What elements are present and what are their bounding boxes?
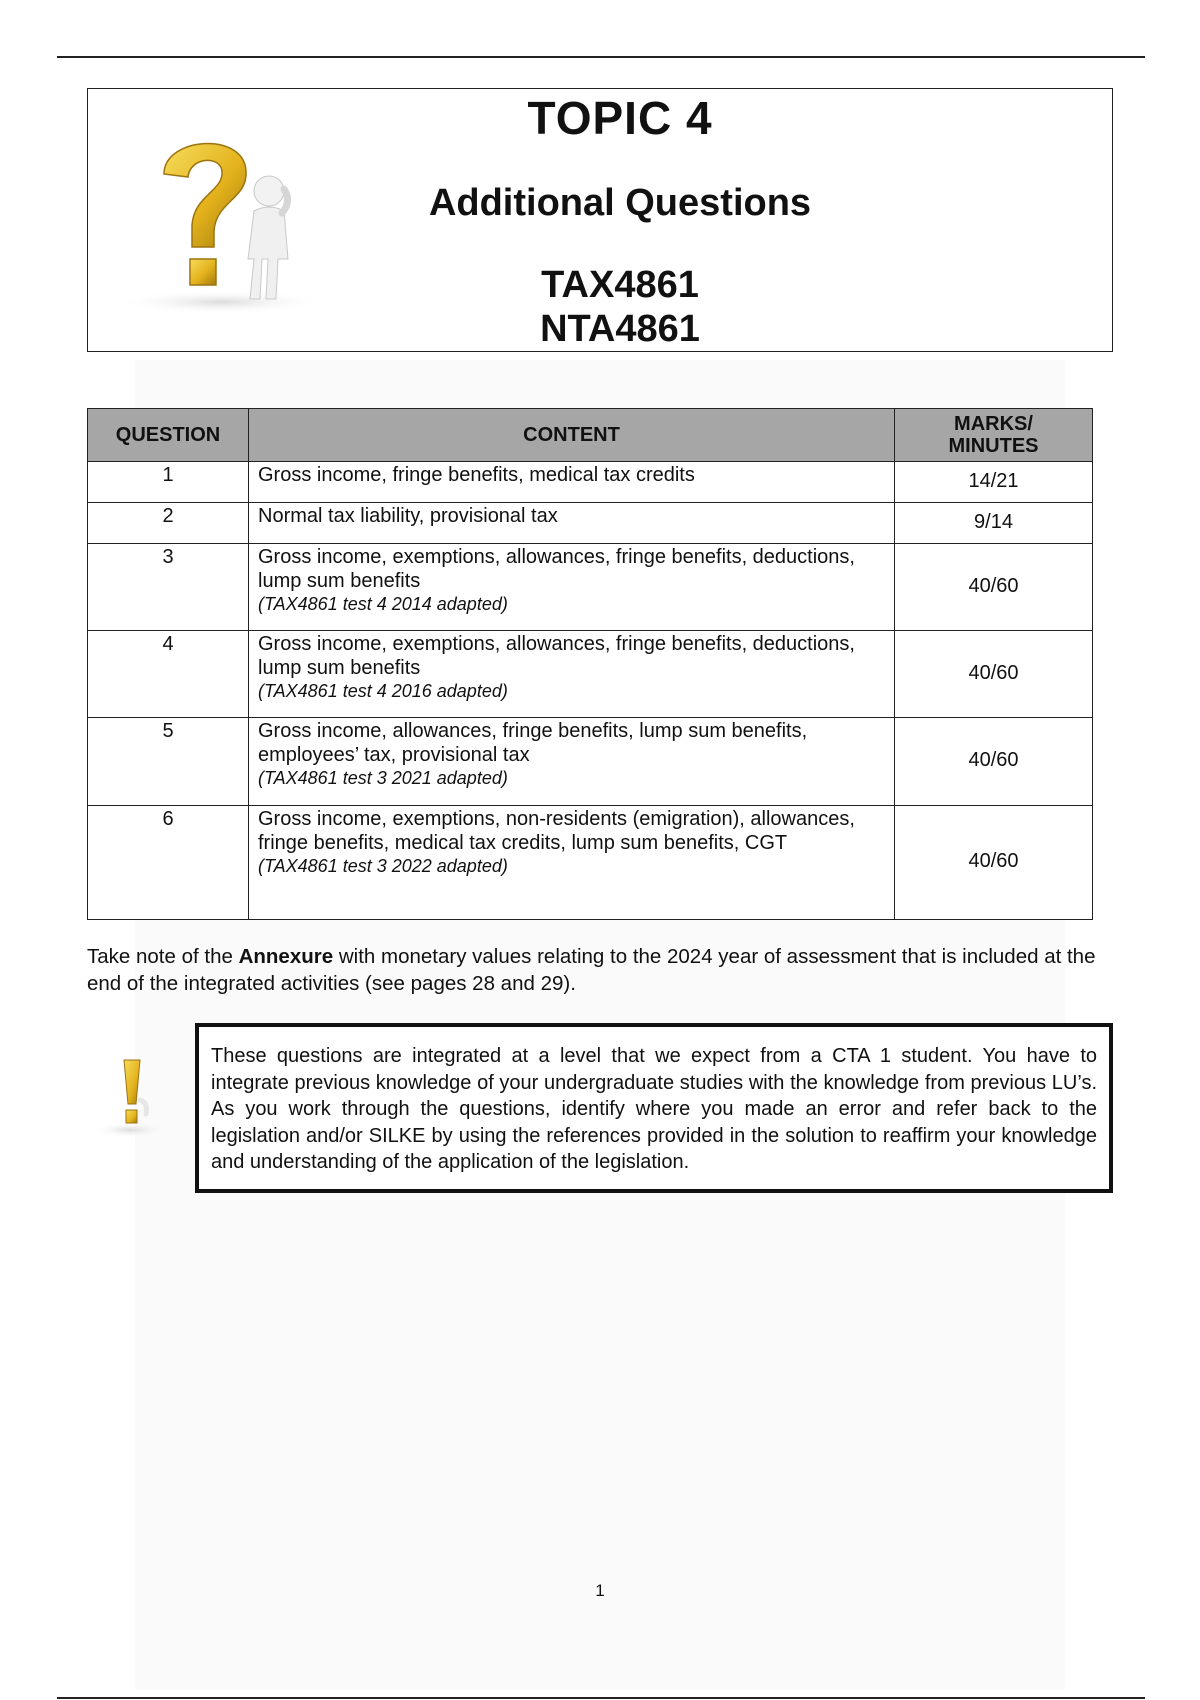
top-rule xyxy=(57,56,1145,58)
question-number: 6 xyxy=(88,806,249,920)
marks-minutes: 40/60 xyxy=(895,718,1093,806)
table-row xyxy=(88,631,1093,718)
content-text: Gross income, allowances, fringe benefits, lump sum benefits, employees’ tax, provisional tax xyxy=(258,720,808,766)
module-code-nta: NTA4861 xyxy=(540,308,700,350)
content-reference: (TAX4861 test 3 2021 adapted) xyxy=(258,768,508,788)
table-row xyxy=(88,806,1093,920)
note-suffix: with monetary values relating to the 2024 year of assessment that is included at the end of the integrated activities (see pages 28 and 29). xyxy=(87,945,1096,995)
topic-header-box xyxy=(87,88,1113,352)
question-content xyxy=(249,631,895,718)
annexure-note xyxy=(87,943,1117,997)
questions-table xyxy=(87,408,1093,920)
question-content xyxy=(249,462,895,503)
integration-info-box xyxy=(195,1023,1113,1193)
info-box-text: These questions are integrated at a level that we expect from a CTA 1 student. You have to integrate previous knowledge of your undergraduate studies with the knowledge from previous LU’s. As you work through the questions, identify where you made an error and refer back to the legislation and/or SILKE by using the references provided in the solution to reaffirm your knowledge and understanding of the application of the legislation. xyxy=(211,1045,1097,1173)
content-text: Gross income, exemptions, allowances, fringe benefits, deductions, lump sum benefits xyxy=(258,633,855,679)
note-prefix: Take note of the xyxy=(87,945,239,968)
content-reference: (TAX4861 test 3 2022 adapted) xyxy=(258,856,508,876)
table-row xyxy=(88,718,1093,806)
table-row xyxy=(88,544,1093,631)
content-reference: (TAX4861 test 4 2014 adapted) xyxy=(258,594,508,614)
marks-minutes: 14/21 xyxy=(895,462,1093,503)
module-codes xyxy=(88,263,1112,351)
question-number: 4 xyxy=(88,631,249,718)
content-text: Normal tax liability, provisional tax xyxy=(258,505,558,527)
content-text: Gross income, fringe benefits, medical tax credits xyxy=(258,464,695,486)
topic-title: TOPIC 4 xyxy=(527,92,713,144)
module-code-tax: TAX4861 xyxy=(541,264,699,306)
column-header-question: QUESTION xyxy=(88,409,249,462)
question-number: 5 xyxy=(88,718,249,806)
topic-subtitle: Additional Questions xyxy=(428,182,812,224)
marks-minutes: 9/14 xyxy=(895,503,1093,544)
page-number: 1 xyxy=(595,1581,605,1600)
note-annexure-bold: Annexure xyxy=(238,945,334,968)
question-content xyxy=(249,503,895,544)
content-reference: (TAX4861 test 4 2016 adapted) xyxy=(258,681,508,701)
table-header-row xyxy=(88,409,1093,462)
content-text: Gross income, exemptions, non-residents (emigration), allowances, fringe benefits, medical tax credits, lump sum benefits, CGT xyxy=(258,808,855,854)
exclamation-mark-icon xyxy=(88,1040,168,1150)
table-row xyxy=(88,462,1093,503)
marks-minutes: 40/60 xyxy=(895,806,1093,920)
question-content xyxy=(249,544,895,631)
question-content xyxy=(249,718,895,806)
marks-minutes: 40/60 xyxy=(895,631,1093,718)
question-number: 1 xyxy=(88,462,249,503)
question-number: 3 xyxy=(88,544,249,631)
question-number: 2 xyxy=(88,503,249,544)
marks-minutes: 40/60 xyxy=(895,544,1093,631)
column-header-marks: MARKS/ MINUTES xyxy=(895,409,1093,462)
bottom-rule xyxy=(57,1697,1145,1699)
table-row xyxy=(88,503,1093,544)
question-content xyxy=(249,806,895,920)
content-text: Gross income, exemptions, allowances, fringe benefits, deductions, lump sum benefits xyxy=(258,546,855,592)
column-header-content: CONTENT xyxy=(249,409,895,462)
